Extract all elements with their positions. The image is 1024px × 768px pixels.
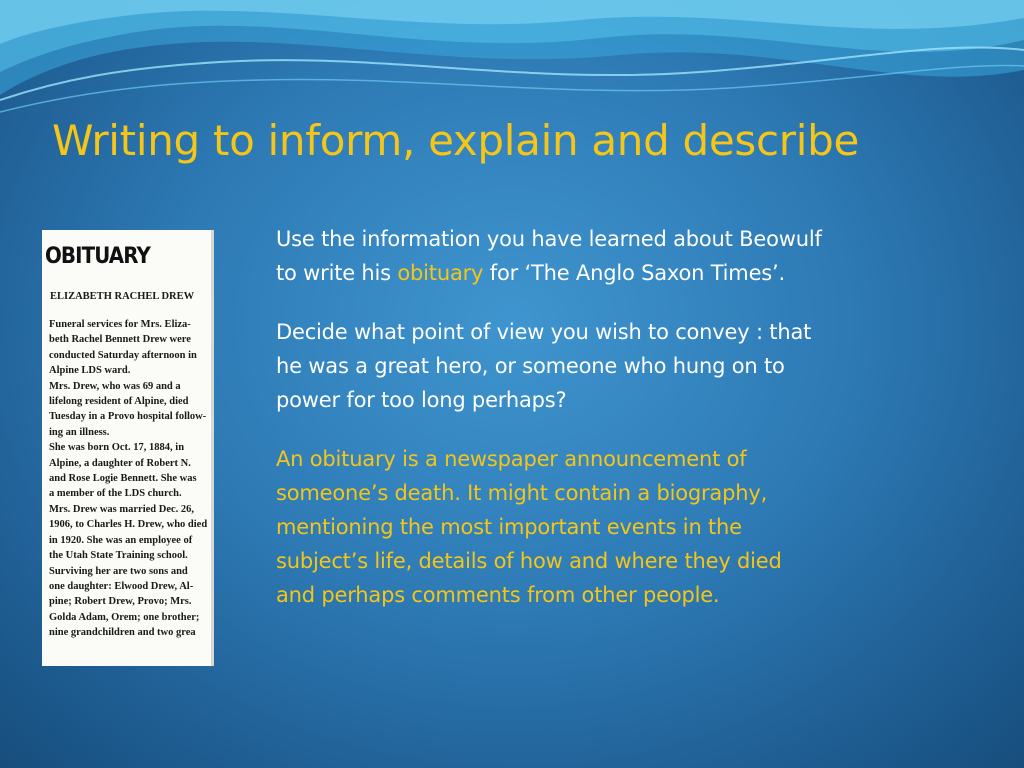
clipping-line: beth Rachel Bennett Drew were: [49, 334, 191, 346]
clipping-line: Alpine, a daughter of Robert N.: [49, 457, 191, 469]
pov-line: power for too long perhaps?: [276, 388, 567, 412]
definition-line: and perhaps comments from other people.: [276, 583, 720, 607]
clipping-line: the Utah State Training school.: [49, 550, 188, 562]
clipping-line: lifelong resident of Alpine, died: [49, 396, 189, 408]
clipping-line: 1906, to Charles H. Drew, who died: [49, 519, 208, 531]
obituary-clipping-image: [42, 230, 214, 666]
clipping-line: Golda Adam, Orem; one brother;: [49, 611, 200, 623]
task-text-before: to write his: [276, 261, 398, 285]
definition-line: subject’s life, details of how and where they died: [276, 549, 782, 573]
clipping-line: Tuesday in a Provo hospital follow-: [49, 411, 207, 423]
clipping-heading: OBITUARY: [45, 244, 150, 269]
obituary-highlight: obituary: [397, 261, 484, 285]
clipping-line: nine grandchildren and two grea: [49, 627, 196, 639]
task-text-after: for ‘The Anglo Saxon Times’.: [483, 261, 785, 285]
paragraph-definition: [276, 442, 976, 612]
definition-line: An obituary is a newspaper announcement of: [276, 447, 747, 471]
clipping-line: ing an illness.: [49, 426, 110, 438]
pov-line: Decide what point of view you wish to convey : that: [276, 320, 812, 344]
paragraph-point-of-view: [276, 315, 976, 417]
slide-content: [276, 222, 976, 637]
pov-line: he was a great hero, or someone who hung on to: [276, 354, 785, 378]
clipping-line: conducted Saturday afternoon in: [49, 349, 197, 361]
clipping-line: She was born Oct. 17, 1884, in: [49, 442, 185, 454]
clipping-line: Surviving her are two sons and: [49, 565, 188, 577]
clipping-line: pine; Robert Drew, Provo; Mrs.: [49, 596, 192, 608]
clipping-line: in 1920. She was an employee of: [49, 534, 193, 546]
clipping-edge: [211, 230, 214, 666]
clipping-line: Mrs. Drew, who was 69 and a: [49, 380, 181, 392]
definition-line: someone’s death. It might contain a biography,: [276, 481, 768, 505]
clipping-line: one daughter: Elwood Drew, Al-: [49, 580, 194, 592]
clipping-line: and Rose Logie Bennett. She was: [49, 473, 197, 485]
slide-title: Writing to inform, explain and describe: [52, 116, 860, 165]
task-line-2: [276, 256, 976, 290]
definition-line: mentioning the most important events in the: [276, 515, 742, 539]
clipping-body: [49, 317, 214, 641]
clipping-line: a member of the LDS church.: [49, 488, 182, 500]
task-line-1: Use the information you have learned about Beowulf: [276, 227, 822, 251]
clipping-name: ELIZABETH RACHEL DREW: [50, 291, 195, 302]
clipping-line: Alpine LDS ward.: [49, 365, 131, 377]
clipping-line: Funeral services for Mrs. Eliza-: [49, 319, 191, 330]
clipping-line: Mrs. Drew was married Dec. 26,: [49, 503, 195, 515]
paragraph-task: [276, 222, 976, 290]
wave-decoration: [0, 0, 1024, 130]
